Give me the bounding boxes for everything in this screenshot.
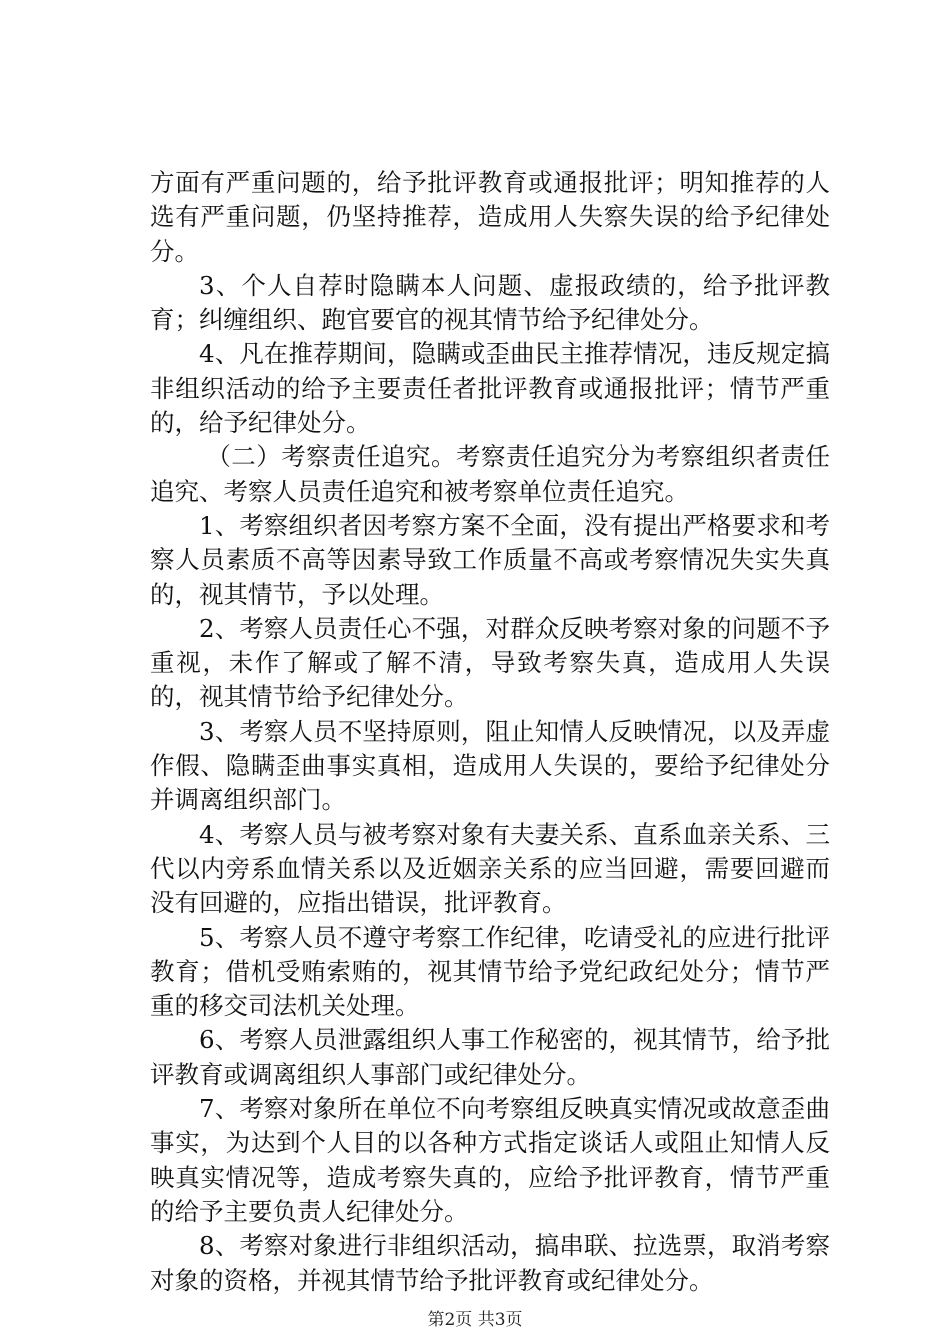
paragraph-item-3b: 3、考察人员不坚持原则，阻止知情人反映情况，以及弄虚作假、隐瞒歪曲事实真相，造成用人失误的，要给予纪律处分并调离组织部门。 <box>150 716 830 815</box>
paragraph-item-7: 7、考察对象所在单位不向考察组反映真实情况或故意歪曲事实，为达到个人目的以各种方式指定谈话人或阻止知情人反映真实情况等，造成考察失真的，应给予批评教育，情节严重的给予主要负责人纪律处分。 <box>150 1094 830 1226</box>
paragraph-continuation: 方面有严重问题的，给予批评教育或通报批评；明知推荐的人选有严重问题，仍坚持推荐，造成用人失察失误的给予纪律处分。 <box>150 168 830 266</box>
paragraph-item-3: 3、个人自荐时隐瞒本人问题、虚报政绩的，给予批评教育；纠缠组织、跑官要官的视其情节给予纪律处分。 <box>150 270 830 335</box>
paragraph-item-8: 8、考察对象进行非组织活动，搞串联、拉选票，取消考察对象的资格，并视其情节给予批评教育或纪律处分。 <box>150 1231 830 1295</box>
paragraph-item-5: 5、考察人员不遵守考察工作纪律，吃请受礼的应进行批评教育；借机受贿索贿的，视其情节给予党纪政纪处分；情节严重的移交司法机关处理。 <box>150 922 830 1021</box>
paragraph-item-2: 2、考察人员责任心不强，对群众反映考察对象的问题不予重视，未作了解或了解不清，导致考察失真，造成用人失误的，视其情节给予纪律处分。 <box>150 613 830 712</box>
paragraph-item-4: 4、凡在推荐期间，隐瞒或歪曲民主推荐情况，违反规定搞非组织活动的给予主要责任者批评教育或通报批评；情节严重的，给予纪律处分。 <box>150 339 830 438</box>
page-number-footer: 第2页 共3页 <box>427 1310 523 1330</box>
section-heading-2: （二）考察责任追究。考察责任追究分为考察组织者责任追究、考察人员责任追究和被考察单位责任追究。 <box>150 442 830 506</box>
paragraph-item-1: 1、考察组织者因考察方案不全面，没有提出严格要求和考察人员素质不高等因素导致工作质量不高或考察情况失实失真的，视其情节，予以处理。 <box>150 510 830 609</box>
paragraph-item-6: 6、考察人员泄露组织人事工作秘密的，视其情节，给予批评教育或调离组织人事部门或纪律处分。 <box>150 1025 830 1089</box>
document-body <box>150 166 830 1298</box>
paragraph-item-4b: 4、考察人员与被考察对象有夫妻关系、直系血亲关系、三代以内旁系血情关系以及近姻亲关系的应当回避，需要回避而没有回避的，应指出错误，批评教育。 <box>150 819 830 918</box>
